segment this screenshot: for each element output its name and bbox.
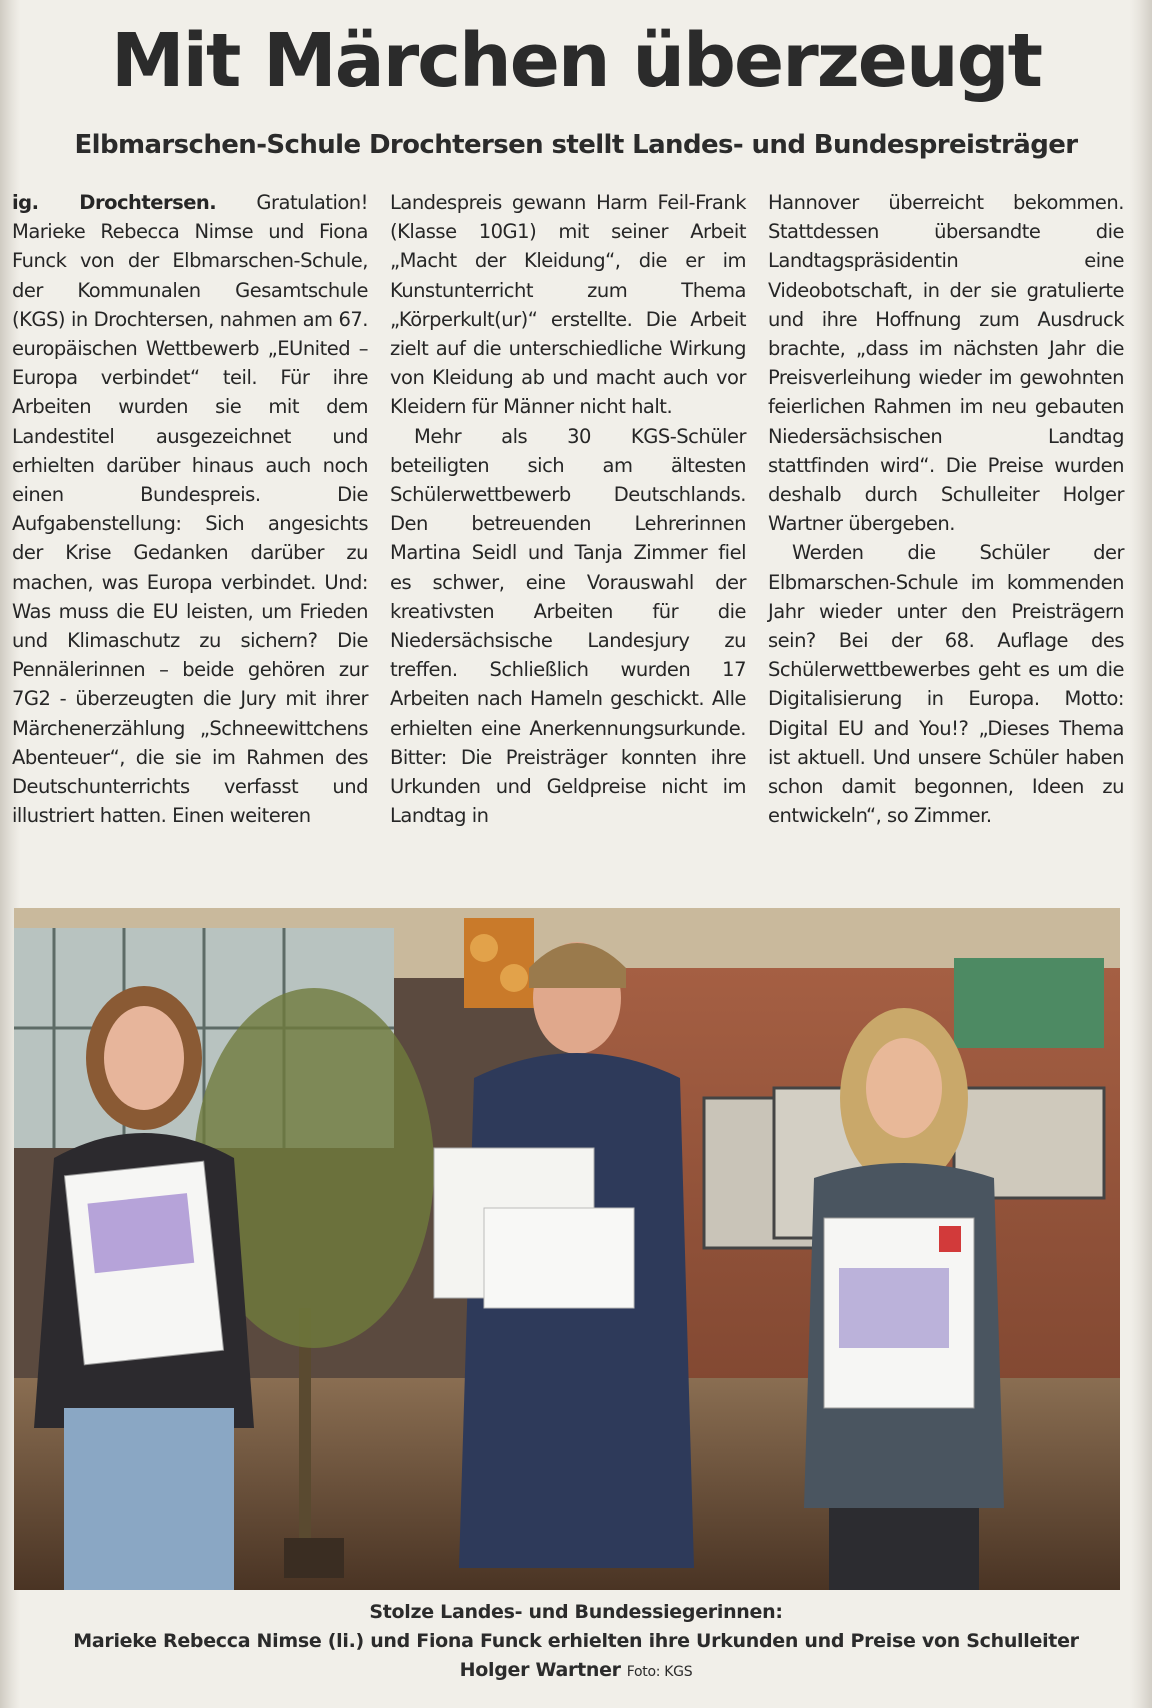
plant-pot [284,1538,344,1578]
article-column-2 [390,188,746,830]
headline: Mit Märchen überzeugt [110,18,1041,104]
paragraph: Hannover überreicht bekommen. Stattdessen übersandte die Landtagspräsidentin eine Videobotschaft, in der sie gratulierte und ihre Hoffnung zum Ausdruck brachte, „dass im nächsten Jahr die Preisverleihung wieder im gewohnten feierlichen Rahmen im neu gebauten Niedersächsischen Landtag stattfinden wird“. Die Preise wurden deshalb durch Schulleiter Holger Wartner übergeben. [768,191,1124,536]
subheadline: Elbmarschen-Schule Drochtersen stellt Landes- und Bundespreisträger [74,130,1078,160]
caption-line-1: Stolze Landes- und Bundessiegerinnen: [369,1601,783,1623]
photo-credit: Foto: KGS [626,1664,693,1680]
photo-caption [0,1598,1152,1687]
paragraph: Werden die Schüler der Elbmarschen-Schule im kommenden Jahr wieder unter den Preisträgern sein? Bei der 68. Auflage des Schülerwettbewerbes geht es um die Digitalisierung in Europa. Motto: Digital EU and You!? „Dieses Thema ist aktuell. Und unsere Schüler haben schon damit begonnen, Ideen zu entwickeln“, so Zimmer. [768,541,1124,828]
certificate-stack-right [824,1218,974,1408]
panel-circle [500,964,528,992]
paragraph: Landespreis gewann Harm Feil-Frank (Klasse 10G1) mit seiner Arbeit „Macht der Kleidung“, die er im Kunstunterricht zum Thema „Körperkult(ur)“ erstellte. Die Arbeit zielt auf die unterschiedliche Wirkung von Kleidung ab und macht auch vor Kleidern für Männer nicht halt. [390,191,746,419]
certificate-stack-left [64,1161,223,1365]
green-board [954,958,1104,1048]
photo-illustration [14,908,1120,1590]
article-photo [14,908,1120,1590]
article-column-3 [768,188,1124,830]
dateline: ig. Drochtersen. [12,191,217,214]
caption-line-3 [0,1656,1152,1687]
paragraph-text: Gratulation! Marieke Rebecca Nimse und Fiona Funck von der Elbmarschen-Schule, der Kommunalen Gesamtschule (KGS) in Drochtersen, nahmen am 67. europäischen Wettbewerb „EUnited – Europa verbindet“ teil. Für ihre Arbeiten wurden sie mit dem Landestitel ausgezeichnet und erhielten darüber hinaus auch noch einen Bundespreis. Die Aufgabenstellung: Sich angesichts der Krise Gedanken darüber zu machen, was Europa verbindet. Und: Was muss die EU leisten, um Frieden und Klimaschutz zu sichern? Die Pennälerinnen – beide gehören zur 7G2 - überzeugten die Jury mit ihrer Märchenerzählung „Schneewittchens Abenteuer“, die sie im Rahmen des Deutschunterrichts verfasst und illustriert hatten. Einen weiteren [12,191,368,828]
orange-panel [464,918,534,1008]
paper-edge-right [1130,0,1152,1708]
article-column-1 [12,188,368,830]
caption-line-2: Marieke Rebecca Nimse (li.) und Fiona Funck erhielten ihre Urkunden und Preise von Schulleiter [73,1630,1079,1652]
paragraph [12,188,368,830]
panel-circle [470,934,498,962]
caption-name: Holger Wartner [459,1659,621,1681]
paragraph: Mehr als 30 KGS-Schüler beteiligten sich am ältesten Schülerwettbewerb Deutschlands. Den betreuenden Lehrerinnen Martina Seidl und Tanja Zimmer fiel es schwer, eine Vorauswahl der kreativsten Arbeiten für die Niedersächsische Landesjury zu treffen. Schließlich wurden 17 Arbeiten nach Hameln geschickt. Alle erhielten eine Anerkennungsurkunde. Bitter: Die Preisträger konnten ihre Urkunden und Geldpreise nicht im Landtag in [390,424,746,828]
